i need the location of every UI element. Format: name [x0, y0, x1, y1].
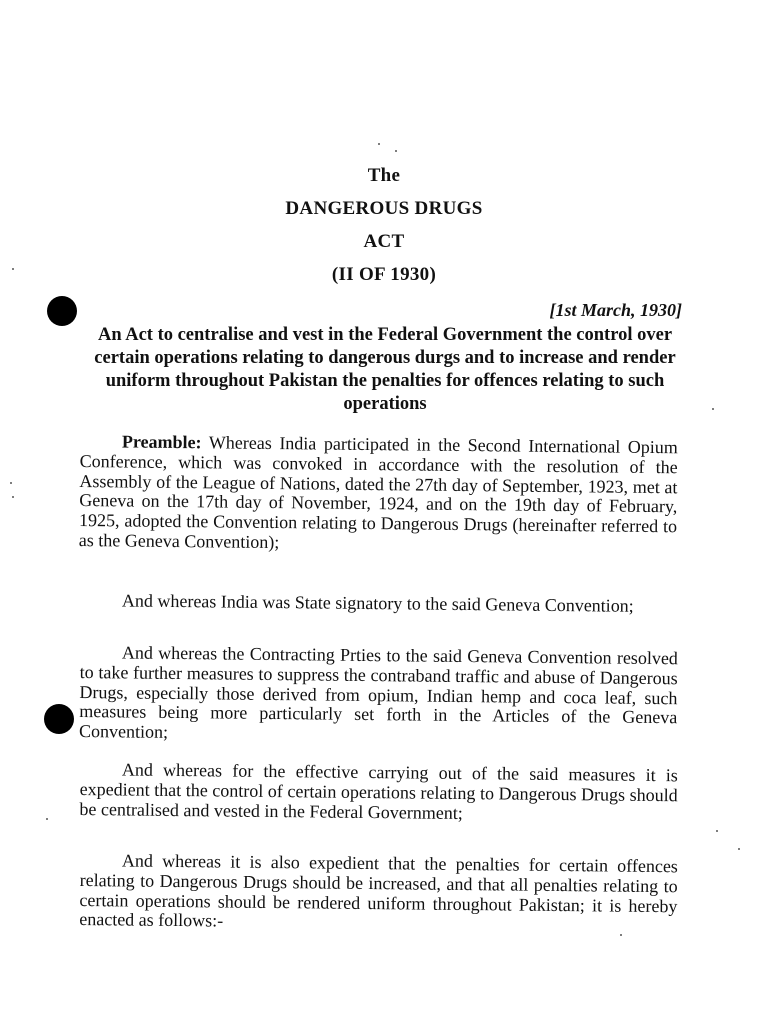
recital-paragraph [80, 591, 678, 617]
preamble-paragraph [79, 432, 678, 557]
scan-speck [395, 150, 397, 152]
enactment-date: [1st March, 1930] [549, 300, 682, 320]
heading-act: ACT [363, 231, 405, 252]
scan-speck [712, 408, 714, 410]
long-title: An Act to centralise and vest in the Federal Government the control over certain operations relating to dangerous durgs and to increase and render uniform throughout Pakistan the penalties for offences relating to such operations [94, 325, 676, 414]
scan-speck [738, 848, 740, 850]
heading-the: The [367, 165, 401, 186]
punch-hole-bottom [44, 704, 74, 734]
heading-act-name: DANGEROUS DRUGS [285, 198, 483, 219]
recital-1: And whereas India was State signatory to the said Geneva Convention; [121, 590, 634, 616]
recital-paragraph [79, 851, 678, 936]
recital-4: And whereas it is also expedient that the penalties for certain offences relating to Dangerous Drugs should be increased, and that all penalties relating to certain operations should be rendered uniform throughout Pakistan; it is hereby enacted as follows:- [79, 850, 678, 931]
heading-act-number: (II OF 1930) [331, 264, 437, 285]
preamble-text: Whereas India participated in the Second International Opium Conference, which was convoked in accordance with the resolution of the Assembly of the League of Nations, dated the 27th day of September, 1923, met at Geneva on the 17th day of November, 1924, and on the 19th day of February, 1925, adopted the Convention relating to Dangerous Drugs (hereinafter referred to as the Geneva Convention); [78, 432, 678, 553]
preamble-label: Preamble: [121, 431, 202, 453]
recital-paragraph [79, 643, 678, 748]
recital-paragraph [79, 760, 678, 826]
scan-speck [12, 496, 14, 498]
scan-speck [716, 830, 718, 832]
scan-speck [378, 143, 380, 145]
scan-speck [46, 818, 48, 820]
scan-speck [10, 482, 12, 484]
recital-3: And whereas for the effective carrying out of the said measures it is expedient that the control of certain operations relating to Dangerous Drugs should be centralised and vested in the Federal Government; [79, 759, 678, 823]
recital-2: And whereas the Contracting Prties to the said Geneva Convention resolved to take further measures to suppress the contraband traffic and abuse of Dangerous Drugs, especially those derived from opium, Indian hemp and coca leaf, such measures being more particularly set forth in the Articles of the Geneva Convention; [78, 642, 678, 743]
punch-hole-top [47, 296, 77, 326]
